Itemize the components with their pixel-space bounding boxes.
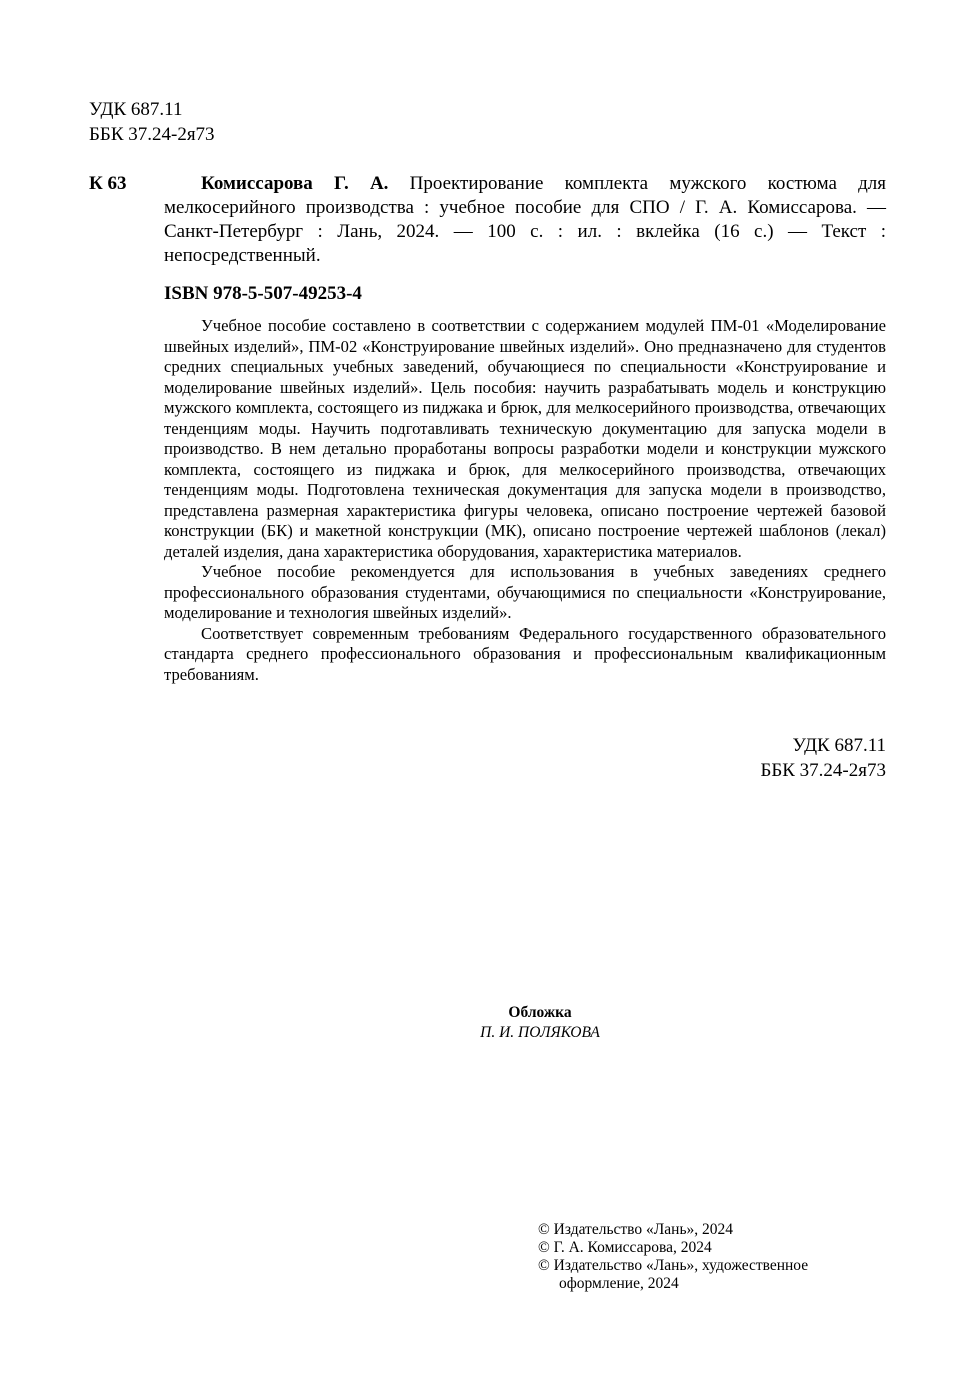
bibliographic-description: Проектирование комплекта мужского костюма для мелкосерийного производства : учебное пособие для СПО / Г. А. Комиссарова. — Санкт-Петербург : Лань, 2024. — 100 с. : ил. : вклейка (16 с.) — Текст : непосредственный. [164,173,887,266]
copyright-line: © Издательство «Лань», 2024 [538,1221,734,1238]
bbk-code: ББК 37.24-2я73 [89,124,215,145]
author-name: Комиссарова Г. А. [201,173,389,194]
copyright-line: © Издательство «Лань», художественное [538,1257,809,1274]
classification-codes-bottom [760,733,886,783]
copyright-notices [538,1221,858,1293]
annotation-paragraph: Соответствует современным требованиям Федерального государственного образовательного стандарта среднего профессионального образования и профессиональным квалификационным требованиям. [164,623,886,684]
classification-codes-top [89,97,215,147]
bibliographic-entry [164,172,886,268]
author-mark: К 63 [89,173,127,194]
copyright-line: © Г. А. Комиссарова, 2024 [538,1239,712,1256]
copyright-line-continuation: оформление, 2024 [559,1275,679,1292]
udk-code: УДК 687.11 [792,735,886,756]
udk-code: УДК 687.11 [89,99,183,120]
annotation-paragraph: Учебное пособие рекомендуется для использования в учебных заведениях среднего профессионального образования студентами, обучающимися по специальности «Конструирование, моделирование и технология швейных изделий». [164,562,886,622]
isbn: ISBN 978-5-507-49253-4 [164,283,362,304]
cover-credit [0,1003,976,1043]
bbk-code: ББК 37.24-2я73 [760,760,886,781]
annotation [164,316,886,685]
annotation-paragraph: Учебное пособие составлено в соответствии с содержанием модулей ПМ-01 «Моделирование швейных изделий», ПМ-02 «Конструирование швейных изделий». Оно предназначено для студентов средних специальных учебных заведений, обучающиеся по специальности «Конструирование и моделирование швейных изделий». Цель пособия: научить разрабатывать модель и конструкцию мужского комплекта, состоящего из пиджака и брюк, для мелкосерийного производства, отвечающих тенденциям моды. Научить подготавливать техническую документацию для запуска модели в производство. В нем детально проработаны вопросы разработки модели и конструкции мужского комплекта, состоящего из пиджака и брюк, для мелкосерийного производства, отвечающих тенденциям моды. Подготовлена техническая документация для запуска модели в производство, представлена размерная характеристика фигуры человека, описано построение чертежей базовой конструкции (БК) и макетной конструкции (МК), описано построение чертежей шаблонов (лекал) деталей изделия, дана характеристика оборудования, характеристика материалов. [164,316,886,561]
cover-label: Обложка [508,1004,572,1021]
cover-designer: П. И. ПОЛЯКОВА [480,1024,600,1041]
